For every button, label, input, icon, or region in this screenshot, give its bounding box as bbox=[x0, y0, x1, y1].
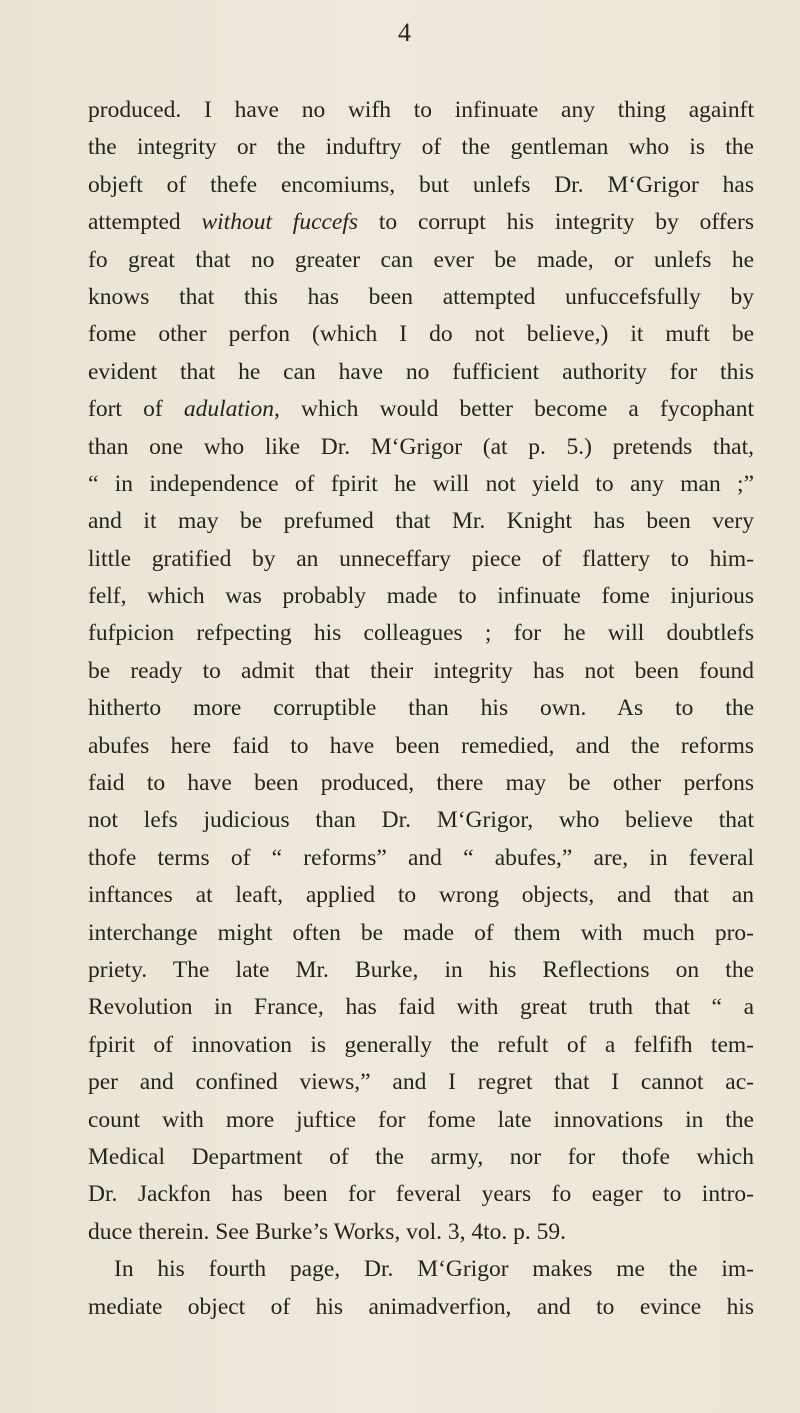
text-line: Revolution in France, has faid with great truth that “ a bbox=[88, 994, 754, 1021]
text-line: objeft of thefe encomiums, but unlefs Dr. M‘Grigor has bbox=[88, 171, 754, 198]
text-line: mediate object of his animadverfion, and to evince his bbox=[88, 1293, 754, 1320]
text-line: faid to have been produced, there may be other perfons bbox=[88, 770, 754, 797]
text-line: the integrity or the induftry of the gentleman who is the bbox=[88, 134, 754, 161]
text-line: fufpicion refpecting his colleagues ; for he will doubtlefs bbox=[88, 620, 754, 647]
text-line bbox=[88, 391, 754, 428]
text-line: thofe terms of “ reforms” and “ abufes,” are, in feveral bbox=[88, 844, 754, 871]
text-line: hitherto more corruptible than his own. As to the bbox=[88, 695, 754, 722]
text-line: fome other perfon (which I do not believe,) it muft be bbox=[88, 321, 754, 348]
text-run: , which would better become a fycophant bbox=[273, 396, 754, 423]
text-line: per and confined views,” and I regret that I cannot ac- bbox=[88, 1069, 754, 1096]
text-line bbox=[88, 204, 754, 241]
text-line: interchange might often be made of them with much pro- bbox=[88, 919, 754, 946]
text-line: inftances at leaft, applied to wrong objects, and that an bbox=[88, 882, 754, 909]
text-line: fpirit of innovation is generally the refult of a felfifh tem- bbox=[88, 1031, 754, 1058]
text-line: fo great that no greater can ever be made, or unlefs he bbox=[88, 246, 754, 273]
text-line: not lefs judicious than Dr. M‘Grigor, who believe that bbox=[88, 807, 754, 834]
text-line: count with more juftice for fome late innovations in the bbox=[88, 1106, 754, 1133]
text-line: abufes here faid to have been remedied, and the reforms bbox=[88, 732, 754, 759]
text-line: duce therein. See Burke’s Works, vol. 3, 4to. p. 59. bbox=[88, 1218, 567, 1245]
text-line: than one who like Dr. M‘Grigor (at p. 5.) pretends that, bbox=[88, 433, 754, 460]
page-number: 4 bbox=[398, 18, 411, 47]
text-run: attempted bbox=[88, 209, 202, 236]
text-line: little gratified by an unneceffary piece of flattery to him- bbox=[88, 545, 754, 572]
text-line: In his fourth page, Dr. M‘Grigor makes me the im- bbox=[114, 1256, 754, 1283]
text-line: evident that he can have no fufficient authority for this bbox=[88, 358, 754, 385]
text-line: Medical Department of the army, nor for thofe which bbox=[88, 1143, 754, 1170]
body-text bbox=[88, 92, 754, 1326]
text-line: felf, which was probably made to infinuate fome injurious bbox=[88, 583, 754, 610]
text-line: “ in independence of fpirit he will not yield to any man ;” bbox=[88, 470, 754, 497]
italic-run: adulation bbox=[183, 396, 274, 423]
italic-run: without fuccefs bbox=[201, 209, 359, 236]
text-line: priety. The late Mr. Burke, in his Reflections on the bbox=[88, 956, 754, 983]
text-line: be ready to admit that their integrity has not been found bbox=[88, 657, 754, 684]
text-run: to corrupt his integrity by offers bbox=[358, 209, 754, 236]
text-line: and it may be prefumed that Mr. Knight has been very bbox=[88, 508, 754, 535]
text-run: fort of bbox=[88, 396, 184, 423]
text-line: Dr. Jackfon has been for feveral years fo eager to intro- bbox=[88, 1181, 754, 1208]
text-line: produced. I have no wifh to infinuate any thing againft bbox=[88, 97, 754, 123]
text-line: knows that this has been attempted unfuccefsfully by bbox=[88, 283, 754, 310]
